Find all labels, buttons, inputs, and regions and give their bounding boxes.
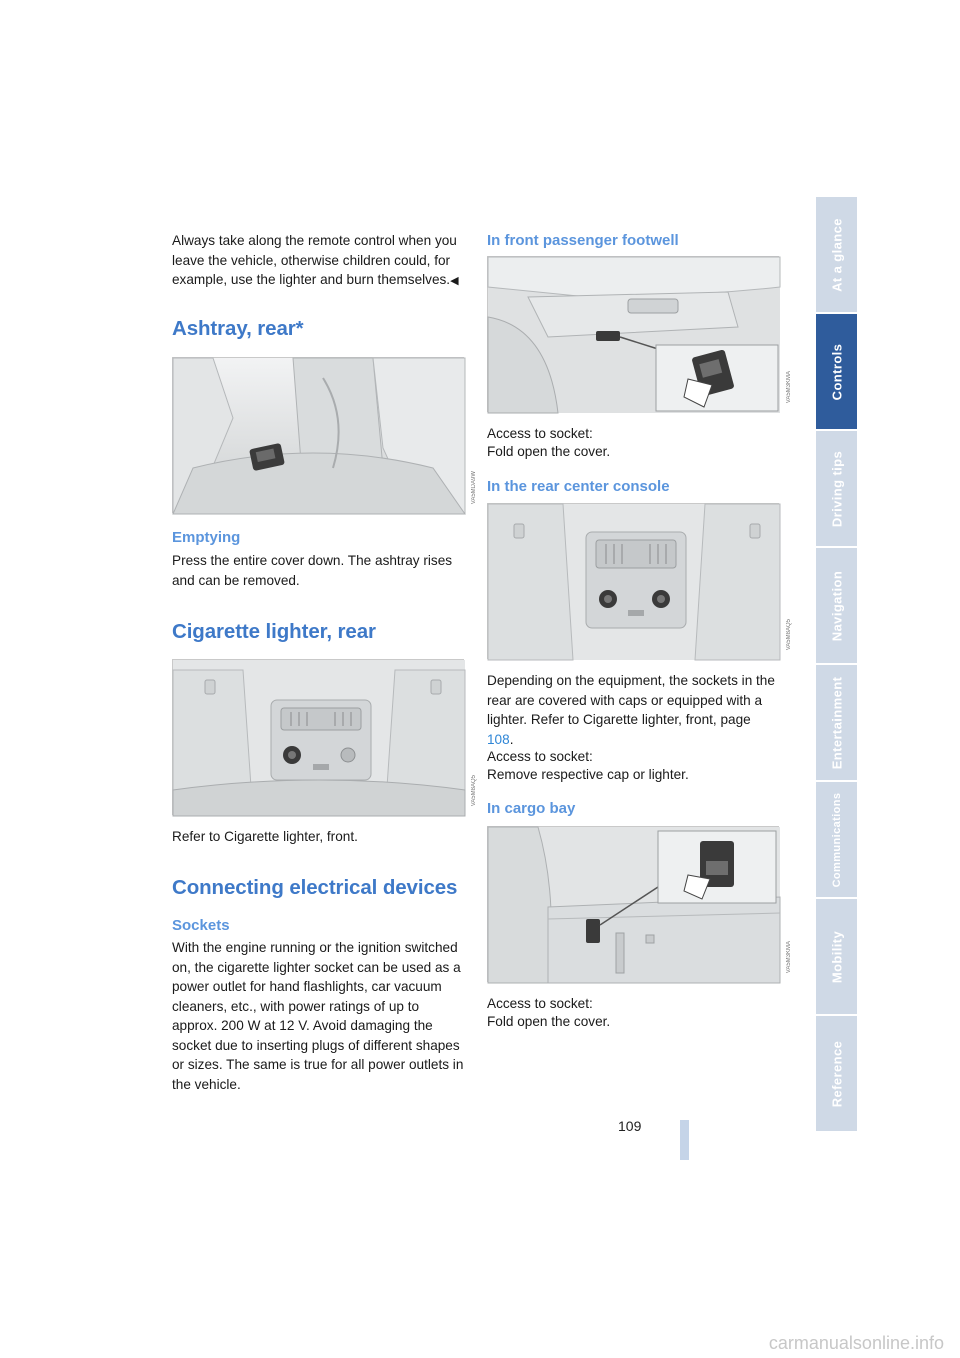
figure-code: VA5M8AQ5	[786, 618, 792, 650]
tab-entertainment[interactable]: Entertainment	[816, 665, 857, 782]
footwell-heading: In front passenger footwell	[487, 232, 679, 249]
end-mark-icon: ◀	[450, 275, 459, 287]
ashtray-heading: Ashtray, rear*	[172, 317, 304, 340]
tab-driving-tips[interactable]: Driving tips	[816, 431, 857, 548]
console-access: Access to socket:	[487, 749, 593, 764]
page-marker-bar	[680, 1120, 689, 1160]
cargo-action: Fold open the cover.	[487, 1014, 611, 1029]
rear-console-illustration	[173, 660, 465, 816]
tab-communications[interactable]: Communications	[816, 782, 857, 899]
footwell-illustration	[488, 257, 780, 413]
cargo-figure	[487, 826, 792, 982]
console-heading: In the rear center console	[487, 478, 670, 495]
sockets-heading: Sockets	[172, 917, 230, 934]
devices-heading: Connecting electrical devices	[172, 876, 458, 899]
cargo-bay-illustration	[488, 827, 780, 983]
intro-paragraph: Always take along the remote control when you leave the vehicle, otherwise children could, for example, use the lighter and burn themselves.◀	[172, 233, 459, 287]
tab-navigation[interactable]: Navigation	[816, 548, 857, 665]
tab-reference[interactable]: Reference	[816, 1016, 857, 1133]
rear-center-console-illustration	[488, 504, 780, 660]
lighter-figure	[172, 659, 477, 815]
ashtray-illustration	[173, 358, 465, 514]
figure-code: VA5M8AQ5	[471, 774, 477, 806]
ashtray-figure	[172, 357, 477, 513]
footwell-figure	[487, 256, 792, 412]
sockets-text: With the engine running or the ignition switched on, the cigarette lighter socket can be used as a power outlet for hand flashlights, car vacuum cleaners, etc., with power ratings of up to approx. 200 W at 12 V. Avoid damaging the socket due to inserting plugs of different shapes or sizes. The same is true for all power outlets in the vehicle.	[172, 940, 464, 1092]
console-figure	[487, 503, 792, 659]
footer-watermark: carmanualsonline.info	[768, 1333, 944, 1353]
tab-mobility[interactable]: Mobility	[816, 899, 857, 1016]
tab-at-a-glance[interactable]: At a glance	[816, 197, 857, 314]
footwell-access: Access to socket:	[487, 426, 593, 441]
page-number: 109	[618, 1118, 642, 1134]
figure-code: VA5MDA9W	[471, 470, 477, 504]
footwell-action: Fold open the cover.	[487, 444, 611, 459]
figure-code: VA5M3KMA	[786, 940, 792, 973]
chapter-tabs	[816, 197, 857, 1133]
lighter-heading: Cigarette lighter, rear	[172, 620, 376, 643]
cargo-access: Access to socket:	[487, 996, 593, 1011]
emptying-text: Press the entire cover down. The ashtray rises and can be removed.	[172, 553, 453, 588]
page-link[interactable]: 108	[487, 731, 510, 747]
emptying-heading: Emptying	[172, 529, 241, 546]
tab-controls[interactable]: Controls	[816, 314, 857, 431]
console-text: Depending on the equipment, the sockets in the rear are covered with caps or equipped with a lighter. Refer to Cigarette lighter, front, page 108.	[487, 673, 775, 747]
cargo-heading: In cargo bay	[487, 800, 576, 817]
console-action: Remove respective cap or lighter.	[487, 767, 689, 782]
lighter-text: Refer to Cigarette lighter, front.	[172, 829, 358, 844]
figure-code: VA5M3KMA	[786, 370, 792, 403]
